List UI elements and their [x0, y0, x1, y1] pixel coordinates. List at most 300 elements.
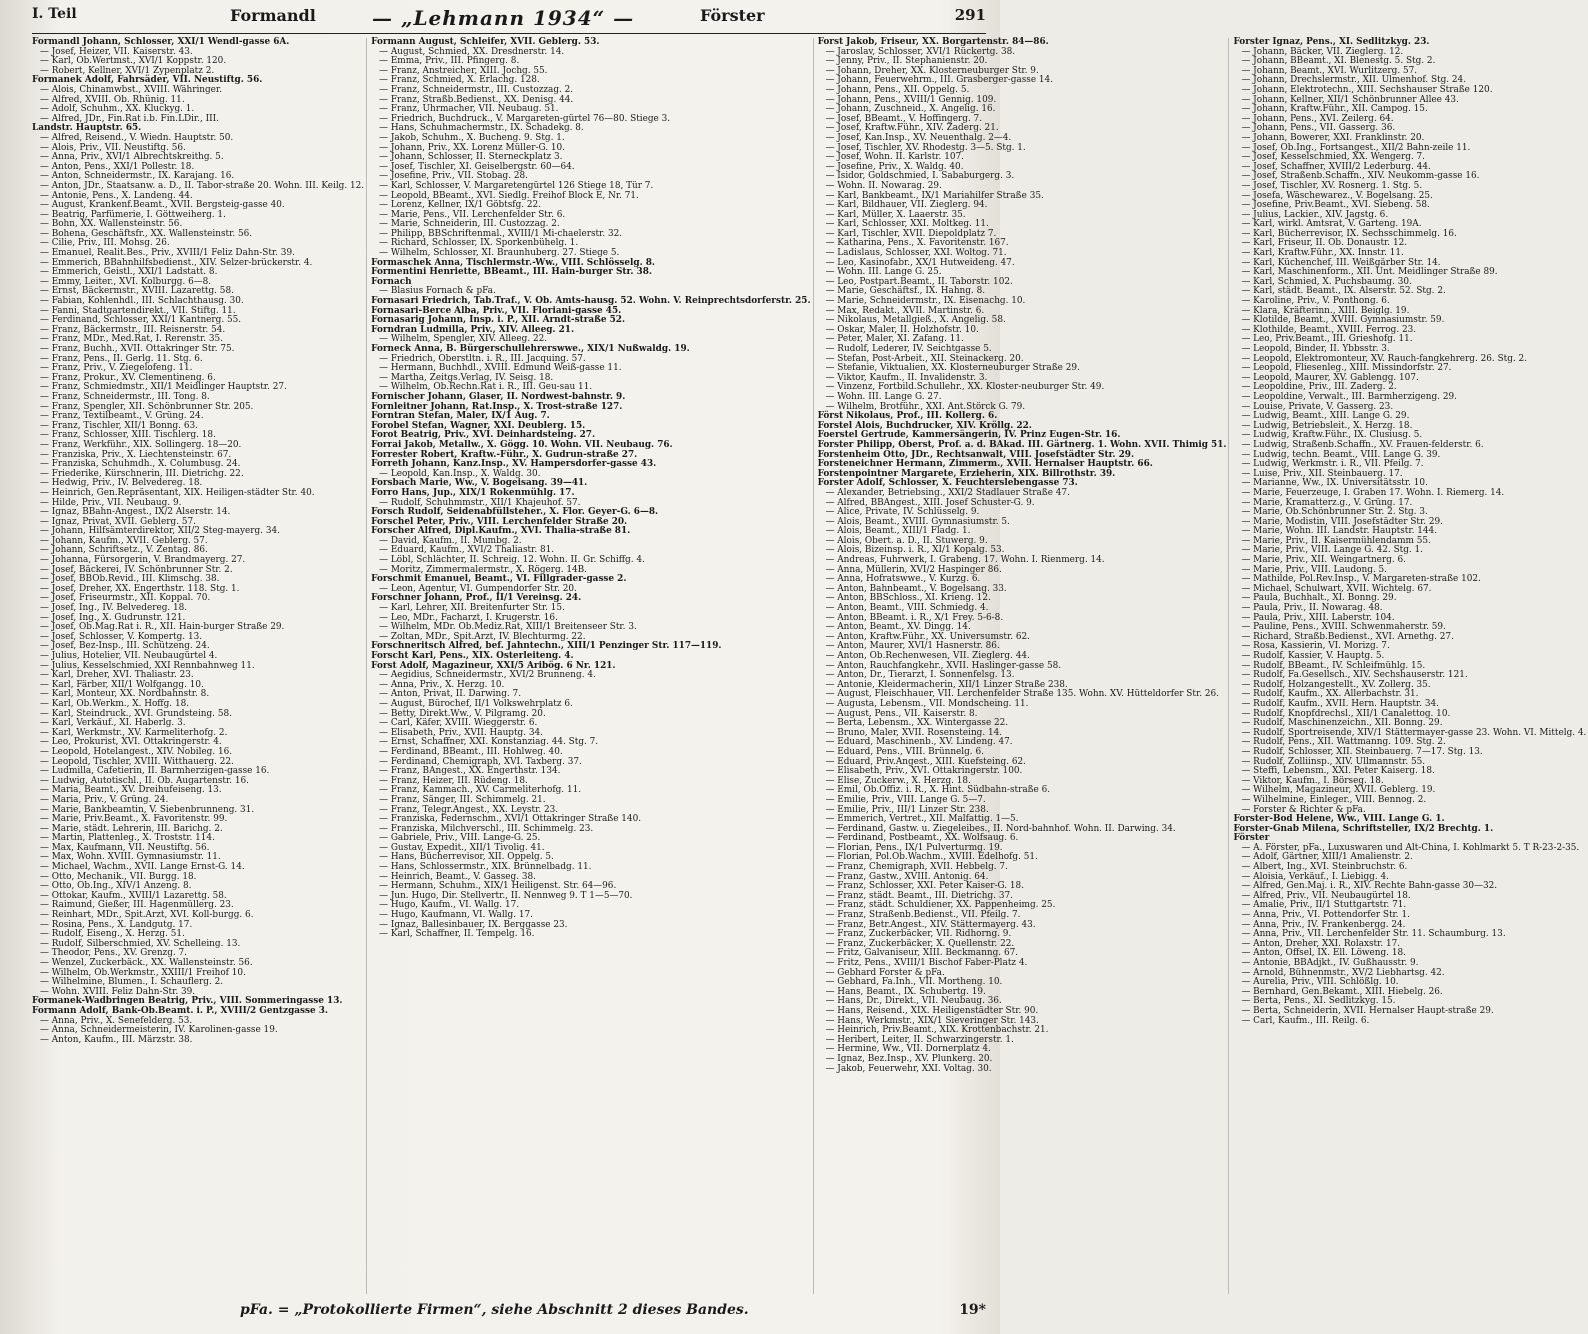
- directory-entry: — Anton, JDr., Staatsanw. a. D., II. Tabor-straße 20. Wohn. III. Keilg. 12.: [40, 180, 365, 191]
- directory-entry: — Josef, Kraftw.Führ., XIV. Zaderg. 21.: [825, 123, 999, 134]
- directory-entry: — Marie, Geschäftsf., IX. Hahng. 8.: [825, 286, 986, 297]
- directory-entry: — Johann, Schriftsetz., V. Zentag. 86.: [40, 545, 208, 556]
- page-header: [32, 6, 986, 32]
- directory-entry: — Rudolf, Eiseng., X. Herzg. 51.: [40, 929, 185, 940]
- directory-entry: — Wenzel, Zuckerbäck., XX. Wallensteinstr. 56.: [40, 958, 253, 968]
- directory-entry: — Aurelia, Priv., VIII. Schlößlg. 10.: [1241, 977, 1399, 988]
- directory-entry: — Jakob, Schuhm., X. Bucheng. 9. Stg. 1.: [379, 132, 565, 143]
- directory-entry: Forschmit Emanuel, Beamt., VI. Fillgrader-gasse 2.: [371, 574, 627, 585]
- directory-entry: — Emmerich, BBahnhilfsbedienst., XIV. Selzer-brückerstr. 4.: [40, 257, 313, 268]
- directory-entry: — Wilhelm, Ob.Werkmstr., XXIII/1 Freihof 10.: [40, 967, 246, 978]
- directory-entry: — Johann, Beamt., XVI. Wurlitzerg. 57.: [1241, 65, 1418, 76]
- directory-entry: — Maria, Priv., V. Grüng. 24.: [40, 794, 169, 805]
- directory-entry: — Anton, Beamt., XV. Dingg. 14.: [825, 622, 971, 633]
- directory-entry: — Heribert, Leiter, II. Schwarzingerstr. 1.: [825, 1034, 1014, 1045]
- directory-entry: Formann Adolf, Bank-Ob.Beamt. i. P., XVIII/2 Gentzgasse 3.: [32, 1005, 329, 1016]
- directory-entry: — Marie, Schneidermstr., IX. Eisenachg. 10.: [825, 296, 1026, 307]
- directory-entry: — Heinrich, Beamt., V. Gasseg. 38.: [379, 871, 536, 882]
- directory-entry: — Hans, Schuhmachermstr., IX. Schadekg. 8.: [379, 123, 584, 134]
- directory-entry: — Eduard, Pens., VIII. Brünnelg. 6.: [825, 746, 984, 757]
- directory-entry: Fornach: [371, 276, 412, 287]
- directory-entry: — Karl, Ob.Werkm., X. Hoffg. 18.: [40, 698, 190, 709]
- directory-entry: — Josef, Tischler, XV. Rosnerg. 1. Stg. 5.: [1241, 180, 1423, 191]
- directory-entry: Forster Ignaz, Pens., XI. Sedlitzkyg. 23.: [1233, 37, 1430, 47]
- directory-entry: — Ladislaus, Schlosser, XXI. Woltog. 71.: [825, 248, 1007, 259]
- directory-entry: — Katharina, Pens., X. Favoritenstr. 167.: [825, 238, 1009, 249]
- directory-entry: — Leopold, Kan.Insp., X. Waldg. 30.: [379, 468, 541, 479]
- directory-entry: — Michael, Wachm., XVII. Lange Ernst-G. 14.: [40, 862, 245, 873]
- directory-entry: — Moritz, Zimmermalermstr., X. Rögerg. 14B.: [379, 564, 587, 575]
- directory-entry: — Betty, Direkt.Ww., V. Pilgramg. 20.: [379, 708, 546, 719]
- directory-entry: Foerstel Gertrude, Kammersängerin, IV. Prinz Eugen-Str. 16.: [817, 430, 1121, 441]
- directory-entry: — Heinrich, Gen.Repräsentant, XIX. Heiligen-städter Str. 40.: [40, 487, 315, 498]
- directory-entry: Formentini Henriette, BBeamt., III. Hain-burger Str. 38.: [371, 267, 652, 278]
- directory-entry: — Maria, Beamt., XV. Dreihufeiseng. 13.: [40, 785, 222, 796]
- directory-entry: — Wilhelm, MDr. Ob.Mediz.Rat, XIII/1 Breitenseer Str. 3.: [379, 622, 637, 633]
- directory-entry: — Friederike, Kürschnerin, III. Dietrichg. 22.: [40, 468, 244, 479]
- directory-entry: — Klothilde, Beamt., XVIII. Ferrog. 23.: [1241, 324, 1417, 335]
- directory-entry: — Karl, Färber, XII/1 Wolfgangg. 10.: [40, 679, 204, 690]
- directory-entry: — Eduard, Priv.Angest., XIII. Kuefsteing. 62.: [825, 756, 1026, 767]
- signature-mark: 19*: [959, 1302, 986, 1318]
- directory-entry: — Pauline, Pens., XVIII. Schwenmaherstr. 59.: [1241, 622, 1446, 633]
- directory-entry: — Alice, Private, IV. Schlüsselg. 9.: [825, 507, 980, 518]
- directory-entry: — Josef, Ob.Mag.Rat i. R., XII. Hain-burger Straße 29.: [40, 622, 285, 633]
- directory-entry: — Josef, Bez-Insp., III. Schützeng. 24.: [40, 641, 210, 652]
- directory-entry: Forobel Stefan, Wagner, XXI. Deublerg. 15.: [371, 420, 586, 431]
- directory-entry: — Franz, Anstreicher, XIII. Jochg. 55.: [379, 65, 548, 76]
- directory-entry: Formandl Johann, Schlosser, XXI/1 Wendl-gasse 6A.: [32, 37, 290, 47]
- directory-entry: — Hugo, Kaufm., VI. Wallg. 17.: [379, 900, 520, 911]
- directory-entry: — Franz, Schneidermstr., III. Tong. 8.: [40, 391, 210, 402]
- directory-entry: — Louise, Private, V. Gasserg. 23.: [1241, 401, 1394, 412]
- directory-entry: — Wilhelmine, Blumen., I. Schauflerg. 2.: [40, 977, 224, 988]
- directory-entry: — Leo, Kasinofabr., XX/1 Hutweideng. 47.: [825, 257, 1015, 268]
- directory-entry: — Ludwig, Betriebsleit., X. Herzg. 18.: [1241, 420, 1413, 431]
- directory-entry: — Leopoldine, Verwalt., III. Barmherzigeng. 29.: [1241, 391, 1457, 402]
- directory-entry: Formann August, Schleifer, XVII. Geblerg. 53.: [371, 37, 600, 47]
- directory-entry: — Johann, Pens., XVIII/1 Gennig. 109.: [825, 94, 997, 105]
- directory-entry: — Fabian, Kohlenhdl., III. Schlachthausg. 30.: [40, 296, 244, 307]
- directory-entry: — Karl, Schmied, X. Puchsbaumg. 30.: [1241, 276, 1412, 287]
- directory-entry: — Anton, Pens., XXI/1 Pollestr. 18.: [40, 161, 195, 172]
- directory-entry: — Klara, Kräfterinn., XIII. Beiglg. 19.: [1241, 305, 1410, 316]
- directory-entry: — Ludwig, Werkmstr. i. R., VII. Pfeilg. 7.: [1241, 459, 1424, 470]
- directory-entry: — Franziska, Schuhmdh., X. Columbusg. 24.: [40, 459, 241, 470]
- directory-entry: — Rudolf, Sportreisende, XIV/1 Stättermayer-gasse 23. Wohn. VI. Mittelg. 4.: [1241, 727, 1587, 738]
- directory-entry: — Ferdinand, Schlosser, XXI/1 Kantnerg. 55.: [40, 315, 242, 326]
- directory-entry: — Gebhard Forster & pFa.: [825, 967, 945, 978]
- directory-entry: — Raimund, Gießer, III. Hagenmüllerg. 23.: [40, 900, 234, 911]
- directory-entry: — Josef, Ing., IV. Belvedereg. 18.: [40, 603, 188, 614]
- directory-entry: — Johann, Schlosser, II. Sterneckplatz 3.: [379, 152, 563, 163]
- directory-entry: — Wilhelm, Brotführ., XXI. Ant.Störck G. 79.: [825, 401, 1026, 412]
- directory-entry: — Rudolf, Kaufm., XVII. Hern. Hauptstr. 34.: [1241, 698, 1439, 709]
- directory-entry: — Ernst, Schaffner, XXI. Konstanziag. 44. Stg. 7.: [379, 737, 599, 748]
- page-footer: [240, 1302, 986, 1324]
- directory-entry: — Karl, Küchenchef, III. Weißgärber Str. 14.: [1241, 257, 1441, 268]
- directory-entry: — Florian, Pol.Ob.Wachm., XVIII. Edelhofg. 51.: [825, 852, 1038, 863]
- directory-entry: Forsteneichner Hermann, Zimmerm., XVII. Hernalser Hauptstr. 66.: [817, 459, 1153, 470]
- directory-entry: — Josef, Friseurmstr., XII. Koppal. 70.: [40, 593, 211, 604]
- directory-entry: — Franziska, Federnschm., XVI/1 Ottakringer Straße 140.: [379, 814, 642, 825]
- directory-entry: — Max, Wohn. XVIII. Gymnasiumstr. 11.: [40, 852, 221, 863]
- directory-entry: — Franz, Buchh., XVII. Ottakringer Str. 75.: [40, 344, 235, 354]
- directory-entry: Formanek Adolf, Fahrsäder, VII. Neustiftg. 56.: [32, 75, 263, 86]
- directory-entry: — Rosina, Pens., X. Landgutg. 17.: [40, 919, 193, 930]
- directory-entry: — Hermann, Buchhdl., XVIII. Edmund Weiß-gasse 11.: [379, 363, 622, 374]
- directory-entry: — David, Kaufm., II. Mumbg. 2.: [379, 535, 522, 546]
- directory-entry: — Karl, wirkl. Amtsrat, V. Garteng. 19A.: [1241, 219, 1422, 230]
- directory-entry: — Marianne, Ww., IX. Universitätsstr. 10.: [1241, 478, 1428, 489]
- directory-entry: — Josef, Bäckerei, IV. Schönbrunner Str. 2.: [40, 564, 233, 575]
- directory-entry: — Rudolf, Silberschmied, XV. Schelleing. 13.: [40, 938, 241, 949]
- directory-entry: — Anton, Privat, II. Darwing. 7.: [379, 689, 522, 700]
- directory-entry: — Alois, Priv., VII. Neustiftg. 56.: [40, 142, 186, 153]
- directory-entry: — Ignaz, Ballesinbauer, IX. Berggasse 23.: [379, 919, 568, 930]
- directory-entry: — Rudolf, Kassier, V. Hauptg. 5.: [1241, 651, 1385, 661]
- directory-entry: — Anna, Schneidermeisterin, IV. Karolinen-gasse 19.: [40, 1025, 278, 1036]
- directory-entry: Forster-Bod Helene, Ww., VIII. Lange G. 1.: [1233, 814, 1445, 825]
- directory-entry: — Franz, Schlosser, XIII. Tischlerg. 18.: [40, 430, 216, 441]
- directory-entry: — Hans, Bücherrevisor, XII. Oppelg. 5.: [379, 852, 554, 863]
- directory-entry: — Rudolf, Holzangestellt., XV. Zollerg. 35.: [1241, 679, 1431, 690]
- directory-entry: — Wilhelm, Schlosser, XI. Braunhuberg. 27. Stiege 5.: [379, 248, 620, 259]
- directory-entry: — Karl, Ob.Wertmst., XVI/1 Koppstr. 120.: [40, 56, 227, 67]
- directory-entry: — Johann, Pens., XVI. Zeilerg. 64.: [1241, 113, 1394, 124]
- running-title: — „Lehmann 1934“ —: [372, 6, 635, 30]
- directory-entry: — Alfred, XVIII. Ob. Rhünig. 11.: [40, 94, 185, 105]
- directory-entry: — Aloisia, Verkäuf., I. Liebigg. 4.: [1241, 871, 1389, 882]
- page-number: 291: [954, 6, 986, 24]
- directory-entry: — Leo, Priv.Beamt., III. Grieshofg. 11.: [1241, 334, 1413, 345]
- directory-entry: — Karl, städt. Beamt., IX. Alserstr. 52. Stg. 2.: [1241, 286, 1446, 297]
- directory-entry: — Vinzenz, Fortbild.Schullehr., XX. Kloster-neuburger Str. 49.: [825, 382, 1105, 393]
- directory-entry: — Karl, Maschinenform., XII. Unt. Meidlinger Straße 89.: [1241, 267, 1498, 278]
- directory-entry: — Florian, Pens., IX/1 Pulverturmg. 19.: [825, 842, 1003, 853]
- directory-entry: — Marie, Schneiderin, III. Custozzag. 2.: [379, 219, 560, 230]
- directory-entry: — Anton, Ob.Rechenwesen, VII. Zieglerg. 44.: [825, 651, 1030, 661]
- directory-entry: — Franz, Heizer, III. Rüdeng. 18.: [379, 775, 528, 786]
- directory-entry: — Max, Redakt., XVII. Martinstr. 6.: [825, 305, 985, 316]
- directory-entry: — Anton, Kraftw.Führ., XX. Universumstr. 62.: [825, 631, 1030, 642]
- directory-entry: — Hilde, Priv., VII. Neubaug. 9.: [40, 497, 182, 508]
- directory-entry: — Hermine, Ww., VII. Dornerplatz 4.: [825, 1044, 991, 1055]
- directory-entry: — Peter, Maler, XI. Zafang. 11.: [825, 334, 964, 345]
- directory-entry: — Emmerich, Vertret., XII. Malfattig. 1—5.: [825, 814, 1019, 825]
- directory-columns: [32, 37, 1587, 1294]
- directory-entry: — Hedwig, Priv., IV. Belvedereg. 18.: [40, 478, 203, 489]
- directory-entry: — Mathilde, Pol.Rev.Insp., V. Margareten-straße 102.: [1241, 574, 1481, 585]
- directory-entry: — Otto, Ob.Ing., XIV/1 Anzeng. 8.: [40, 881, 192, 892]
- directory-entry: — Marie, Pens., VII. Lerchenfelder Str. 6.: [379, 209, 566, 220]
- directory-entry: — Marie, Priv., II. Kaisermühlendamm 55.: [1241, 535, 1431, 546]
- directory-entry: — Karl, Werkmstr., XV. Karmeliterhofg. 2.: [40, 727, 228, 738]
- directory-entry: — Franz, Zuckerbäcker, X. Quellenstr. 22.: [825, 938, 1015, 949]
- directory-entry: — Johann, Zuschneid., X. Angelig. 16.: [825, 104, 996, 115]
- directory-entry: — Johann, Pens., XII. Oppelg. 5.: [825, 84, 970, 95]
- directory-entry: — Antonie, Pens., X. Landeng. 44.: [40, 190, 193, 201]
- directory-entry: — Heinrich, Priv.Beamt., XIX. Krottenbachstr. 21.: [825, 1025, 1049, 1036]
- directory-entry: — Alois, Bizeinsp. i. R., XI/1 Kopalg. 53.: [825, 545, 1005, 556]
- directory-entry: — Philipp, BBSchriftenmal., XVIII/1 Mi-chaelerstr. 32.: [379, 228, 623, 239]
- directory-entry: — Josef, Schlosser, V. Kompertg. 13.: [40, 631, 203, 642]
- directory-entry: — Franz, Bäckermstr., III. Reisnerstr. 54.: [40, 324, 226, 335]
- directory-entry: — Johann, Drechslermstr., XII. Ulmenhof. Stg. 24.: [1241, 75, 1467, 86]
- directory-entry: — Elisabeth, Priv., XVII. Hauptg. 34.: [379, 727, 543, 738]
- directory-entry: Förster: [1233, 833, 1270, 844]
- directory-entry: — Rudolf, Knopfdrechsl., XII/1 Canalettog. 10.: [1241, 708, 1451, 719]
- directory-entry: — Elisabeth, Priv., XVI. Ottakringerstr. 100.: [825, 766, 1023, 777]
- directory-entry: — Michael, Schulwart, XVII. Wichtelg. 67.: [1241, 583, 1432, 594]
- directory-entry: — Rudolf, Fa.Gesellsch., XIV. Sechshauserstr. 121.: [1241, 670, 1468, 681]
- directory-entry: — Anna, Hofratswwe., V. Kurzg. 6.: [825, 574, 981, 585]
- directory-entry: — Franz, Werkführ., XIX. Sollingerg. 18—20.: [40, 439, 242, 450]
- directory-entry: — Hans, Werkmstr., XIX/1 Sieveringer Str. 143.: [825, 1015, 1039, 1026]
- directory-entry: Fornleitner Johann, Rat.Insp., X. Trost-straße 127.: [371, 401, 623, 412]
- directory-entry: — Richard, Schlosser, IX. Sporkenbühelg. 1.: [379, 238, 579, 249]
- directory-entry: — Rudolf, Schlosser, XII. Steinbauerg. 7—17. Stg. 13.: [1241, 746, 1483, 757]
- directory-entry: Forneck Anna, B. Bürgerschullehrerswwe., XIX/1 Nußwaldg. 19.: [371, 344, 690, 354]
- directory-entry: — Anton, BBSchloss., XI. Krieng. 12.: [825, 593, 991, 604]
- directory-entry: — Johann, Hilfsämterdirektor, XII/2 Steg-mayerg. 34.: [40, 526, 280, 537]
- directory-entry: Forrai Jakob, Metallw., X. Gögg. 10. Wohn. VII. Neubaug. 76.: [371, 439, 673, 450]
- header-rule: [32, 33, 986, 34]
- directory-entry: — Leopold, Elektromonteur, XV. Rauch-fangkehrerg. 26. Stg. 2.: [1241, 353, 1528, 364]
- directory-entry: — Julius, Kesselschmied, XXI Rennbahnweg 11.: [40, 660, 255, 671]
- directory-entry: — Franz, Betr.Angest., XIV. Stättermayerg. 43.: [825, 919, 1036, 930]
- directory-entry: — Ferdinand, Chemigraph, XVI. Taxberg. 37.: [379, 756, 582, 767]
- directory-entry: — Max, Kaufmann, VII. Neustiftg. 56.: [40, 842, 210, 853]
- directory-entry: — Ferdinand, BBeamt., III. Hohlweg. 40.: [379, 746, 563, 757]
- directory-entry: — Bernhard, Gen.Bekamt., XIII. Hiebelg. 26.: [1241, 986, 1443, 997]
- directory-entry: — August, Pens., VII. Kaiserstr. 8.: [825, 708, 978, 719]
- directory-entry: — Stefan, Post-Arbeit., XII. Steinackerg. 20.: [825, 353, 1024, 364]
- directory-entry: — Otto, Mechanik., VII. Burgg. 18.: [40, 871, 197, 882]
- directory-entry: — Karl, Steindruck., XVI. Grundsteing. 58.: [40, 708, 232, 719]
- directory-entry: — Reinhart, MDr., Spit.Arzt, XVI. Koll-burgg. 6.: [40, 910, 254, 921]
- directory-entry: — Wohn. II. Nowarag. 29.: [825, 180, 942, 191]
- directory-entry: — Ferdinand, Postbeamt., XX. Wolfsaug. 6.: [825, 833, 1019, 844]
- directory-entry: — Franz, städt. Schuldiener, XX. Pappenheimg. 25.: [825, 900, 1056, 911]
- directory-entry: — Jenny, Priv., II. Stephanienstr. 20.: [825, 56, 988, 67]
- directory-entry: — Antonie, BBAdjkt., IV. Gußhausstr. 9.: [1241, 958, 1419, 968]
- directory-entry: — Paula, Priv., XIII. Laberstr. 104.: [1241, 612, 1395, 623]
- directory-entry: — Josef, Wohn. II. Karlstr. 107.: [825, 152, 964, 163]
- directory-entry: — Emanuel, Realit.Bes., Priv., XVIII/1 Feliz Dahn-Str. 39.: [40, 248, 295, 259]
- directory-entry: — Gabriele, Priv., VIII. Lange-G. 25.: [379, 833, 541, 844]
- directory-entry: — Anton, Dreher, XXI. Rolaxstr. 17.: [1241, 938, 1401, 949]
- directory-entry: — Anton, Rauchfangkehr., XVII. Haslinger-gasse 58.: [825, 660, 1062, 671]
- directory-entry: — Anton, Dr., Tierarzt, I. Sonnenfelsg. 13.: [825, 670, 1015, 681]
- directory-entry: Forschneritsch Alfred, bef. Jahntechn., XIII/1 Penzinger Str. 117—119.: [371, 641, 722, 652]
- directory-entry: — Antonie, Kleidermacherin, XII/1 Linzer Straße 238.: [825, 679, 1068, 690]
- directory-entry: — Franz, Priv., V. Ziegelofeng. 11.: [40, 363, 193, 374]
- directory-entry: — Ottokar, Kaufm., XVIII/1 Lazarettg. 58.: [40, 890, 227, 901]
- directory-entry: Forrester Robert, Kraftw.-Führ., X. Gudrun-straße 27.: [371, 449, 638, 460]
- directory-entry: — Alois, Obert. a. D., II. Stuwerg. 9.: [825, 535, 988, 546]
- directory-entry: — Franz, Chemigraph, XVII. Hebbelg. 7.: [825, 862, 1008, 873]
- right-guide-word: Förster: [700, 6, 765, 25]
- directory-entry: — Franziska, Priv., X. Liechtensteinstr. 67.: [40, 449, 232, 460]
- directory-entry: — Marie, Bankbeamtin, V. Siebenbrunneng. 31.: [40, 804, 255, 815]
- directory-entry: — Ignaz, Privat, XVII. Geblerg. 57.: [40, 516, 196, 527]
- directory-entry: — Berta, Pens., XI. Sedlitzkyg. 15.: [1241, 996, 1396, 1007]
- directory-entry: — Leopold, Maurer, XV. Gablengg. 107.: [1241, 372, 1419, 383]
- directory-entry: Forschner Johann, Prof., II/1 Vereinsg. 24.: [371, 593, 582, 604]
- directory-entry: — Eduard, Maschinenb., XV. Lindeng. 47.: [825, 737, 1013, 748]
- directory-entry: — Rudolf, Schuhmmstr., XII/1 Khajeuhof. 57.: [379, 497, 581, 508]
- directory-entry: — Bohena, Geschäftsfr., XX. Wallensteinstr. 56.: [40, 228, 253, 239]
- directory-entry: — Franz, Textilbeamt., V. Grüng. 24.: [40, 411, 204, 422]
- directory-entry: — Franz, Zuckerbäcker, VII. Ridhorng. 9.: [825, 929, 1012, 940]
- directory-entry: — Karl, Kraftw.Führ., XX. Innstr. 11.: [1241, 248, 1404, 259]
- directory-entry: — Anton, Beamt., VIII. Schmiedg. 4.: [825, 603, 989, 614]
- directory-entry: — Leo, Postpart.Beamt., II. Taborstr. 102.: [825, 276, 1013, 287]
- directory-entry: — Franz, MDr., Med.Rat, I. Rerenstr. 35.: [40, 334, 224, 345]
- directory-entry: Först Nikolaus, Prof., III. Kollerg. 6.: [817, 411, 998, 422]
- directory-entry: — Leo, MDr., Facharzt, I. Krugerstr. 16.: [379, 612, 558, 623]
- directory-entry: — Alfred, Reisend., V. Wiedn. Hauptstr. 50.: [40, 132, 234, 143]
- directory-entry: — Rosa, Kassierin, VI. Morizg. 7.: [1241, 641, 1390, 652]
- directory-entry: — Leopoldine, Priv., III. Zaderg. 2.: [1241, 382, 1397, 393]
- directory-entry: Landstr. Hauptstr. 65.: [32, 123, 142, 134]
- directory-entry: — Alois, Beamt., XVIII. Gymnasiumstr. 5.: [825, 516, 1010, 527]
- directory-entry: — Anna, Priv., XVI/1 Albrechtskreithg. 5.: [40, 152, 224, 163]
- directory-entry: — Josef, Kan.Insp., XV. Neuenthalg. 2—4.: [825, 132, 1012, 143]
- directory-entry: — Karl, Bücherrevisor, IX. Sechsschimmelg. 16.: [1241, 228, 1457, 239]
- directory-entry: — Robert, Kellner, XVI/1 Zypenplatz 2.: [40, 65, 215, 76]
- directory-entry: — Franz, Tischler, XII/1 Bonng. 63.: [40, 420, 198, 431]
- directory-entry: — August, Schmied, XX. Dresdnerstr. 14.: [379, 46, 565, 57]
- directory-entry: — Isidor, Goldschmied, I. Sababurgerg. 3.: [825, 171, 1015, 182]
- directory-entry: — Paula, Buchhalt., XI. Bonng. 29.: [1241, 593, 1397, 604]
- directory-entry: — Julius, Hotelier, VII. Neubaugürtel 4.: [40, 651, 218, 661]
- directory-entry: — Karl, Bildhauer, VII. Zieglerg. 94.: [825, 200, 988, 211]
- directory-entry: — Julius, Lackier., XIV. Jagstg. 6.: [1241, 209, 1389, 220]
- directory-entry: — Rudolf, Zolliinsp., XIV. Ullmannstr. 55.: [1241, 756, 1426, 767]
- directory-entry: — Karl, Tischler, XVII. Diepoldplatz 7.: [825, 228, 997, 239]
- directory-entry: — Josef, Schaffner, XVIII/2 Lederburg. 44.: [1241, 161, 1431, 172]
- directory-entry: — Karl, Monteur, XX. Nordbahnstr. 8.: [40, 689, 210, 700]
- directory-entry: — Rudolf, Maschinenzeichn., XII. Bonng. 29.: [1241, 718, 1443, 729]
- directory-entry: — Fanni, Stadtgartendirekt., VII. Stiftg. 11.: [40, 305, 236, 316]
- directory-entry: — Karoline, Priv., V. Ponthong. 6.: [1241, 296, 1390, 307]
- directory-entry: — Leopold, Fliesenleg., XIII. Missindorfstr. 27.: [1241, 363, 1452, 374]
- directory-entry: — Paula, Priv., II. Nowarag. 48.: [1241, 603, 1383, 614]
- directory-entry: — Marie, Kramatterz.g., V. Grüng. 17.: [1241, 497, 1413, 508]
- directory-entry: — Berta, Lebensm., XX. Wintergasse 22.: [825, 718, 1009, 729]
- directory-entry: — Rudolf, Lederer, IV. Seichtgasse 5.: [825, 344, 992, 354]
- directory-entry: — Alois, Beamt., XIII/1 Fladg. 1.: [825, 526, 971, 537]
- directory-entry: — Theodor, Pens., XV. Grenzg. 7.: [40, 948, 188, 959]
- directory-entry: Forot Beatrig, Priv., XVI. Deinhardsteing. 27.: [371, 430, 596, 441]
- directory-entry: Forstenpointner Margarete, Erzieherin, XIX. Billrothstr. 39.: [817, 468, 1116, 479]
- directory-entry: — Ferdinand, Gastw. u. Ziegeleibes., II. Nord-bahnhof. Wohn. II. Darwing. 34.: [825, 823, 1176, 834]
- directory-entry: — Franz, Straßb.Bedienst., XX. Denisg. 44.: [379, 94, 574, 105]
- directory-entry: — Wilhelm, Magazineur, XVII. Geblerg. 19.: [1241, 785, 1436, 796]
- directory-entry: — Wohn. XVIII. Feliz Dahn-Str. 39.: [40, 986, 196, 997]
- column-2: [371, 38, 813, 1294]
- directory-entry: — Wilhelm, Spengler, XIV. Alleeg. 22.: [379, 334, 548, 345]
- directory-entry: Fornasarig Johann, Insp. i. P., XII. Arndt-straße 52.: [371, 315, 626, 326]
- directory-entry: — Löbl, Schlächter, II. Schreig. 12. Wohn. II. Gr. Schiffg. 4.: [379, 555, 645, 566]
- directory-entry: — Beatrig, Parfümerie, I. Göttweiherg. 1.: [40, 209, 226, 220]
- directory-entry: — Karl, Schlosser, XXI. Moltkeg. 11.: [825, 219, 989, 230]
- directory-entry: — Alfred, JDr., Fin.Rat i.b. Fin.LDir., III.: [40, 113, 219, 124]
- directory-entry: Forster-Gnab Milena, Schriftsteller, IX/2 Brechtg. 1.: [1233, 823, 1494, 834]
- directory-entry: — A. Förster, pFa., Luxuswaren und Alt-China, I. Kohlmarkt 5. T R-23-2-35.: [1241, 842, 1580, 853]
- directory-entry: — Ignaz, BBahn-Angest., IX/2 Alserstr. 14.: [40, 507, 231, 518]
- directory-entry: — Luise, Priv., XII. Steinbauerg. 17.: [1241, 468, 1403, 479]
- directory-entry: — Josefine, Priv., X. Waldg. 40.: [825, 161, 964, 172]
- directory-entry: — Marie, Wohn. III. Landstr. Hauptstr. 144.: [1241, 526, 1438, 537]
- directory-entry: — Martha, Zeitgs.Verlag, IV. Seisg. 18.: [379, 372, 554, 383]
- directory-entry: — Anton, Kaufm., III. Märzstr. 38.: [40, 1034, 193, 1045]
- directory-entry: — Leopold, Hotelangest., XIV. Nobileg. 16.: [40, 746, 233, 757]
- directory-entry: — Karl, Verkäuf., XI. Haberlg. 3.: [40, 718, 186, 729]
- directory-entry: — Johann, Feuerwehrm., III. Grasberger-gasse 14.: [825, 75, 1054, 86]
- directory-entry: — Anton, Maurer, XVI/1 Hasnerstr. 86.: [825, 641, 1000, 652]
- directory-entry: — Fritz, Galvaniseur, XIII. Beckmanng. 67.: [825, 948, 1019, 959]
- directory-entry: — Marie, Ob.Schönbrunner Str. 2. Stg. 3.: [1241, 507, 1428, 518]
- directory-entry: — Karl, Müller, X. Laaerstr. 35.: [825, 209, 966, 220]
- directory-entry: — Hugo, Kaufmann, VI. Wallg. 17.: [379, 910, 533, 921]
- directory-entry: — Lorenz, Kellner, IX/1 Göbtsfg. 22.: [379, 200, 542, 211]
- directory-entry: — Johann, Elektrotechn., XIII. Sechshauser Straße 120.: [1241, 84, 1493, 95]
- directory-entry: — August, Krankenf.Beamt., XVII. Bergsteig-gasse 40.: [40, 200, 285, 211]
- directory-entry: — Josef, Dreher, XX. Engerthstr. 118. Stg. 1.: [40, 583, 240, 594]
- directory-entry: — Josef, Ob.Ing., Fortsangest., XII/2 Bahn-zeile 11.: [1241, 142, 1471, 153]
- directory-entry: — Emilie, Priv., III/1 Linzer Str. 238.: [825, 804, 989, 815]
- directory-entry: — Alfred, BBAngest., XIII. Josef Schuster-G. 9.: [825, 497, 1035, 508]
- directory-entry: — Franz, Sänger, III. Schimmelg. 21.: [379, 794, 546, 805]
- directory-entry: — Franz, Pens., II. Gerlg. 11. Stg. 6.: [40, 353, 203, 364]
- directory-entry: — Josefine, Priv.Beamt., XVI. Siebeng. 58.: [1241, 200, 1430, 211]
- directory-entry: — Franz, Uhrmacher, VII. Neubaug. 51.: [379, 104, 559, 115]
- directory-entry: Formaschek Anna, Tischlermstr.-Ww., VIII. Schlösselg. 8.: [371, 257, 656, 268]
- directory-entry: — Rudolf, BBeamt., IV. Schleifmühlg. 15.: [1241, 660, 1426, 671]
- directory-entry: — Josefine, Priv., VII. Stobag. 28.: [379, 171, 528, 182]
- directory-entry: — Arnold, Bühnenmstr., XV/2 Liebhartsg. 42.: [1241, 967, 1445, 978]
- directory-entry: — August, Fleischhauer, VII. Lerchenfelder Straße 135. Wohn. XV. Hütteldorfer Str. 26.: [825, 689, 1219, 700]
- directory-entry: — Leo, Prokurist, XVI. Ottakringerstr. 4.: [40, 737, 222, 748]
- directory-entry: — Aegidius, Schneidermstr., XVI/2 Brunneng. 4.: [379, 670, 596, 681]
- directory-entry: — Franz, städt. Beamt., III. Dietrichg. 37.: [825, 890, 1013, 901]
- directory-entry: — Zoltan, MDr., Spit.Arzt, IV. Blechturmg. 22.: [379, 631, 586, 642]
- directory-entry: — Richard, Straßb.Bedienst., XVI. Arnethg. 27.: [1241, 631, 1454, 642]
- directory-entry: — Jun. Hugo, Dir. Stellvertr., II. Nennweg 9. T 1—5—70.: [379, 890, 633, 901]
- directory-entry: — Franz, Prokur., XV. Clementineng. 6.: [40, 372, 216, 383]
- directory-entry: — Alexander, Betriebsing., XXI/2 Stadlauer Straße 47.: [825, 487, 1070, 498]
- directory-entry: — Bruno, Maler, XVII. Rosensteing. 14.: [825, 727, 1003, 738]
- directory-entry: — Martin, Plattenleg., X. Troststr. 114.: [40, 833, 215, 844]
- directory-entry: Forndran Ludmilla, Priv., XIV. Alleeg. 21.: [371, 324, 575, 335]
- directory-entry: — Leopold, Tischler, XVIII. Witthauerg. 22.: [40, 756, 234, 767]
- directory-entry: — Albert, Ing., XVI. Steinbruchstr. 6.: [1241, 862, 1408, 873]
- directory-entry: Forntran Stefan, Maler, IX/1 Aug. 7.: [371, 411, 550, 422]
- directory-entry: — Leopold, Binder, II. Ybbsstr. 3.: [1241, 344, 1390, 354]
- directory-entry: Forstel Alois, Buchdrucker, XIV. Kröllg. 22.: [817, 420, 1032, 431]
- directory-entry: — Ernst, Bäckermstr., XVIII. Lazarettg. 58.: [40, 286, 234, 297]
- directory-entry: — Franz, Schmied, X. Erlachg. 128.: [379, 75, 540, 86]
- directory-entry: — Marie, Feuerzeuge, I. Graben 17. Wohn. I. Riemerg. 14.: [1241, 487, 1505, 498]
- directory-entry: — Amalie, Priv., II/1 Stuttgartstr. 71.: [1241, 900, 1407, 911]
- directory-entry: — Franz, Schmiedmstr., XII/1 Meidlinger Hauptstr. 27.: [40, 382, 287, 393]
- directory-entry: — Nikolaus, Metallgieß., X. Angelig. 58.: [825, 315, 1006, 326]
- directory-entry: — Gustav, Expedit., XII/1 Tivolig. 41.: [379, 842, 545, 853]
- directory-entry: Fornasari-Berce Alba, Priv., VII. Floriani-gasse 45.: [371, 305, 622, 316]
